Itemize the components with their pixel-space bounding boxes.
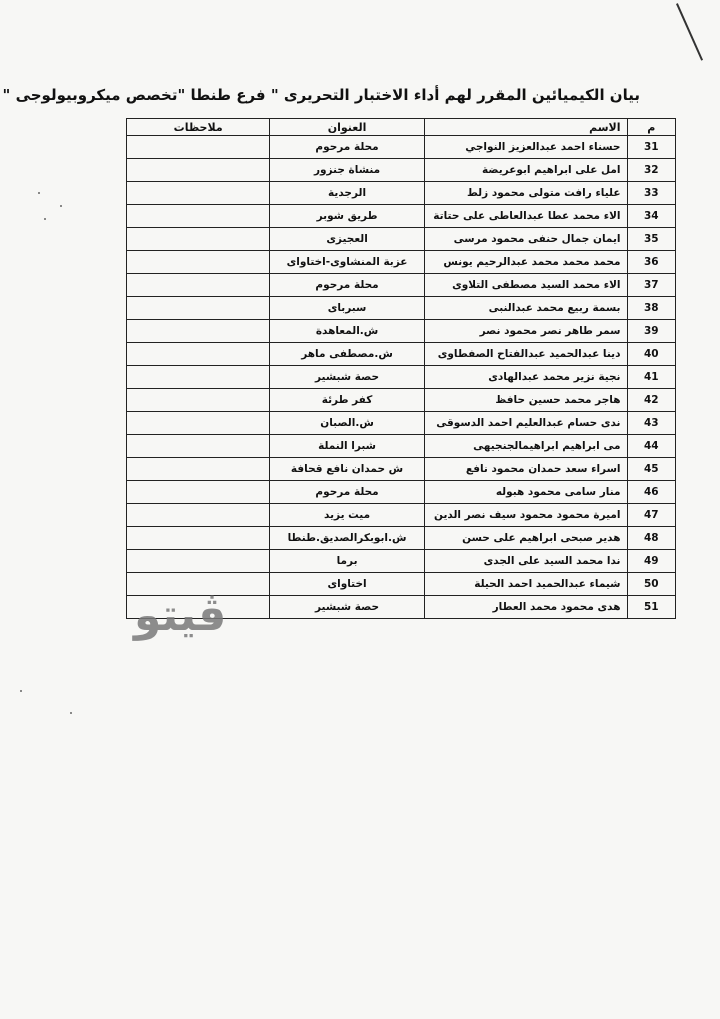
row-address: محلة مرحوم <box>270 481 425 504</box>
table-row <box>127 481 676 504</box>
row-address: حصة شبشير <box>270 366 425 389</box>
table-row <box>127 159 676 182</box>
header-notes: ملاحظات <box>127 119 270 136</box>
row-num: 50 <box>627 573 676 596</box>
row-num: 32 <box>627 159 676 182</box>
row-address: اختاواى <box>270 573 425 596</box>
row-address: الرجدية <box>270 182 425 205</box>
row-name: الاء محمد عطا عبدالعاطى على حتاتة <box>424 205 627 228</box>
row-address: العجيزى <box>270 228 425 251</box>
row-notes <box>127 320 270 343</box>
row-address: طريق شوبر <box>270 205 425 228</box>
row-notes <box>127 297 270 320</box>
row-notes <box>127 182 270 205</box>
row-address: محلة مرحوم <box>270 136 425 159</box>
scan-speck <box>38 192 40 194</box>
row-address: منشاة جنزور <box>270 159 425 182</box>
table-body <box>127 136 676 619</box>
table-row <box>127 504 676 527</box>
table-row <box>127 182 676 205</box>
table-row <box>127 136 676 159</box>
row-notes <box>127 366 270 389</box>
row-notes <box>127 159 270 182</box>
row-num: 43 <box>627 412 676 435</box>
row-address: شبرا النملة <box>270 435 425 458</box>
table-row <box>127 458 676 481</box>
row-address: عزبة المنشاوى-اختاواى <box>270 251 425 274</box>
row-address: محلة مرحوم <box>270 274 425 297</box>
row-notes <box>127 343 270 366</box>
table-row <box>127 228 676 251</box>
row-notes <box>127 136 270 159</box>
row-name: شيماء عبدالحميد احمد الحيلة <box>424 573 627 596</box>
row-notes <box>127 228 270 251</box>
row-num: 40 <box>627 343 676 366</box>
header-num: م <box>627 119 676 136</box>
row-address: ش.المعاهدة <box>270 320 425 343</box>
row-notes <box>127 550 270 573</box>
table-row <box>127 297 676 320</box>
row-name: هدير صبحى ابراهيم على حسن <box>424 527 627 550</box>
document-title: بيان الكيميائين المقرر لهم أداء الاختبار التحريرى " فرع طنطا "تخصص ميكروبيولوجى " <box>2 86 640 104</box>
row-num: 42 <box>627 389 676 412</box>
row-name: دينا عبدالحميد عبدالفتاح الصفطاوى <box>424 343 627 366</box>
row-num: 51 <box>627 596 676 619</box>
row-num: 48 <box>627 527 676 550</box>
row-notes <box>127 504 270 527</box>
table-header-row <box>127 119 676 136</box>
table-row <box>127 366 676 389</box>
row-notes <box>127 251 270 274</box>
row-notes <box>127 435 270 458</box>
row-name: مى ابراهيم ابراهيمالجنجيهى <box>424 435 627 458</box>
row-name: اسراء سعد حمدان محمود نافع <box>424 458 627 481</box>
row-address: ش.مصطفى ماهر <box>270 343 425 366</box>
row-name: ايمان جمال حنفى محمود مرسى <box>424 228 627 251</box>
publisher-watermark: ڤيتو <box>134 590 227 641</box>
row-name: نجية نزير محمد عبدالهادى <box>424 366 627 389</box>
scan-speck <box>44 218 46 220</box>
row-notes <box>127 274 270 297</box>
table-row <box>127 412 676 435</box>
row-num: 34 <box>627 205 676 228</box>
row-name: منار سامى محمود هبوله <box>424 481 627 504</box>
row-num: 33 <box>627 182 676 205</box>
row-name: محمد محمد محمد عبدالرحيم يونس <box>424 251 627 274</box>
row-name: سمر طاهر نصر محمود نصر <box>424 320 627 343</box>
table-row <box>127 274 676 297</box>
table-row <box>127 550 676 573</box>
row-address: حصة شبشير <box>270 596 425 619</box>
scan-speck <box>60 205 62 207</box>
table-row <box>127 527 676 550</box>
row-num: 41 <box>627 366 676 389</box>
row-name: بسمة ربيع محمد عبدالنبى <box>424 297 627 320</box>
row-notes <box>127 458 270 481</box>
row-num: 49 <box>627 550 676 573</box>
chemists-table <box>126 118 676 619</box>
table-row <box>127 389 676 412</box>
row-name: ندا محمد السيد على الجدى <box>424 550 627 573</box>
row-name: امل على ابراهيم ابوعريضة <box>424 159 627 182</box>
row-address: ميت يزيد <box>270 504 425 527</box>
row-address: ش.الصبان <box>270 412 425 435</box>
table-row <box>127 320 676 343</box>
row-address: ش حمدان نافع قحافة <box>270 458 425 481</box>
row-address: سبرباى <box>270 297 425 320</box>
table-row <box>127 251 676 274</box>
row-address: كفر طرئة <box>270 389 425 412</box>
row-num: 39 <box>627 320 676 343</box>
row-num: 31 <box>627 136 676 159</box>
row-num: 37 <box>627 274 676 297</box>
row-address: برما <box>270 550 425 573</box>
row-name: اميرة محمود محمود سيف نصر الدين <box>424 504 627 527</box>
header-name: الاسم <box>424 119 627 136</box>
row-name: ندى حسام عبدالعليم احمد الدسوقى <box>424 412 627 435</box>
row-num: 35 <box>627 228 676 251</box>
row-num: 46 <box>627 481 676 504</box>
row-notes <box>127 527 270 550</box>
header-address: العنوان <box>270 119 425 136</box>
row-num: 38 <box>627 297 676 320</box>
row-notes <box>127 412 270 435</box>
row-notes <box>127 481 270 504</box>
row-num: 47 <box>627 504 676 527</box>
row-name: علياء رافت متولى محمود زلط <box>424 182 627 205</box>
row-name: هدى محمود محمد العطار <box>424 596 627 619</box>
table-row <box>127 343 676 366</box>
row-name: هاجر محمد حسين حافظ <box>424 389 627 412</box>
row-num: 45 <box>627 458 676 481</box>
table-row <box>127 205 676 228</box>
table-row <box>127 435 676 458</box>
row-num: 44 <box>627 435 676 458</box>
row-num: 36 <box>627 251 676 274</box>
scan-speck <box>20 690 22 692</box>
row-name: الاء محمد السيد مصطفى التلاوى <box>424 274 627 297</box>
row-address: ش.ابوبكرالصديق.طنطا <box>270 527 425 550</box>
row-notes <box>127 205 270 228</box>
scan-speck <box>70 712 72 714</box>
pen-stroke-mark <box>676 3 703 60</box>
row-notes <box>127 389 270 412</box>
row-name: حسناء احمد عبدالعزيز النواجي <box>424 136 627 159</box>
